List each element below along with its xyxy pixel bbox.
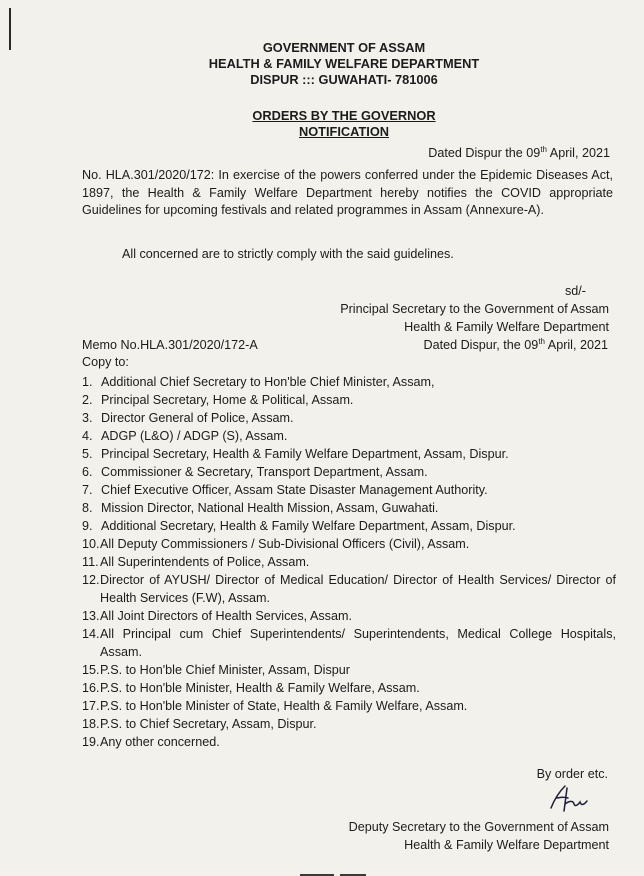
copy-list-text: All Deputy Commissioners / Sub-Divisional Officers (Civil), Assam. bbox=[100, 537, 470, 551]
copy-list-text: P.S. to Hon'ble Minister, Health & Family Welfare, Assam. bbox=[100, 681, 420, 695]
copy-list-number: 1. bbox=[82, 375, 93, 389]
orders-title: ORDERS BY THE GOVERNOR bbox=[252, 108, 436, 123]
copy-list-number: 9. bbox=[82, 519, 93, 533]
copy-list-text: P.S. to Hon'ble Minister of State, Health & Family Welfare, Assam. bbox=[100, 699, 468, 713]
copy-list-text: Principal Secretary, Health & Family Welfare Department, Assam, Dispur. bbox=[101, 447, 509, 461]
copy-list-text: Chief Executive Officer, Assam State Disaster Management Authority. bbox=[101, 483, 488, 497]
copy-list-text: Director General of Police, Assam. bbox=[101, 411, 294, 425]
copy-list-item bbox=[82, 715, 616, 733]
letterhead-department: HEALTH & FAMILY WELFARE DEPARTMENT bbox=[208, 56, 480, 71]
copy-list-text: Additional Chief Secretary to Hon'ble Chief Minister, Assam, bbox=[101, 375, 435, 389]
copy-list-text: ADGP (L&O) / ADGP (S), Assam. bbox=[101, 429, 288, 443]
copy-list-number: 12. bbox=[82, 573, 100, 587]
copy-list-number: 15. bbox=[82, 663, 100, 677]
memo-number: Memo No.HLA.301/2020/172-A bbox=[82, 338, 258, 352]
copy-list-text: Any other concerned. bbox=[100, 735, 220, 749]
copy-list-text: P.S. to Hon'ble Chief Minister, Assam, Dispur bbox=[100, 663, 350, 677]
copy-to-label: Copy to: bbox=[82, 355, 129, 369]
letterhead-government: GOVERNMENT OF ASSAM bbox=[262, 40, 426, 55]
copy-list-item bbox=[82, 607, 616, 625]
notification-date: Dated Dispur the 09th April, 2021 bbox=[428, 144, 610, 160]
sd-mark: sd/- bbox=[565, 284, 586, 298]
copy-list-number: 6. bbox=[82, 465, 93, 479]
copy-list-text: Director of AYUSH/ Director of Medical Education/ Director of Health Services/ Director of Health Services (F.W), Assam. bbox=[100, 573, 616, 605]
copy-list-item bbox=[82, 553, 616, 571]
copy-list-text: Additional Secretary, Health & Family Welfare Department, Assam, Dispur. bbox=[101, 519, 516, 533]
copy-list-number: 17. bbox=[82, 699, 100, 713]
copy-list-item bbox=[82, 373, 616, 391]
deputy-secretary-title: Deputy Secretary to the Government of Assam bbox=[348, 820, 609, 834]
copy-list-number: 7. bbox=[82, 483, 93, 497]
copy-list-item bbox=[82, 499, 616, 517]
orders-heading bbox=[0, 108, 644, 140]
copy-list-number: 3. bbox=[82, 411, 93, 425]
deputy-secretary-department: Health & Family Welfare Department bbox=[404, 838, 609, 852]
copy-list-number: 2. bbox=[82, 393, 93, 407]
principal-secretary-title: Principal Secretary to the Government of Assam bbox=[340, 302, 609, 316]
letterhead-address: DISPUR ::: GUWAHATI- 781006 bbox=[250, 72, 438, 87]
copy-list-item bbox=[82, 445, 616, 463]
copy-list-item bbox=[82, 427, 616, 445]
copy-list-item bbox=[82, 571, 616, 607]
copy-list-item bbox=[82, 409, 616, 427]
copy-list-text: P.S. to Chief Secretary, Assam, Dispur. bbox=[100, 717, 317, 731]
copy-list-number: 10. bbox=[82, 537, 100, 551]
copy-list-text: Mission Director, National Health Mission, Assam, Guwahati. bbox=[101, 501, 439, 515]
copy-list-item bbox=[82, 481, 616, 499]
notification-title: NOTIFICATION bbox=[298, 124, 390, 139]
by-order-text: By order etc. bbox=[536, 767, 608, 781]
copy-list-number: 8. bbox=[82, 501, 93, 515]
copy-list-number: 19. bbox=[82, 735, 100, 749]
copy-list-number: 4. bbox=[82, 429, 93, 443]
copy-list-text: All Principal cum Chief Superintendents/ Superintendents, Medical College Hospitals, Assam. bbox=[100, 627, 616, 659]
copy-list-text: All Superintendents of Police, Assam. bbox=[100, 555, 310, 569]
copy-list-text: Commissioner & Secretary, Transport Department, Assam. bbox=[101, 465, 428, 479]
copy-list-number: 16. bbox=[82, 681, 100, 695]
cutoff-text-fragment bbox=[300, 866, 390, 876]
copy-list-item bbox=[82, 733, 616, 751]
copy-list-number: 11. bbox=[82, 555, 99, 569]
deputy-secretary-signature-block bbox=[349, 818, 609, 854]
notification-paragraph: No. HLA.301/2020/172: In exercise of the powers conferred under the Epidemic Diseases Act, 1897, the Health & Family Welfare Department hereby notifies the COVID appropriate Guidelines for upcoming festivals and related programmes in Assam (Annexure-A). bbox=[82, 168, 613, 217]
copy-list-number: 5. bbox=[82, 447, 93, 461]
copy-list-text: All Joint Directors of Health Services, Assam. bbox=[100, 609, 352, 623]
compliance-paragraph: All concerned are to strictly comply with the said guidelines. bbox=[122, 247, 454, 261]
copy-list-item bbox=[82, 625, 616, 661]
letterhead bbox=[0, 40, 644, 88]
copy-list-item bbox=[82, 535, 616, 553]
handwritten-signature bbox=[545, 784, 591, 814]
copy-recipient-list bbox=[82, 373, 616, 751]
copy-list-text: Principal Secretary, Home & Political, Assam. bbox=[101, 393, 354, 407]
copy-list-item bbox=[82, 697, 616, 715]
copy-list-item bbox=[82, 463, 616, 481]
copy-list-item bbox=[82, 661, 616, 679]
memo-date: Dated Dispur, the 09th April, 2021 bbox=[423, 336, 608, 352]
copy-list-number: 13. bbox=[82, 609, 100, 623]
copy-list-number: 14. bbox=[82, 627, 100, 641]
copy-list-item bbox=[82, 517, 616, 535]
copy-list-item bbox=[82, 679, 616, 697]
principal-secretary-signature-block bbox=[340, 301, 609, 336]
copy-list-item bbox=[82, 391, 616, 409]
copy-list-number: 18. bbox=[82, 717, 100, 731]
principal-secretary-department: Health & Family Welfare Department bbox=[404, 319, 609, 334]
